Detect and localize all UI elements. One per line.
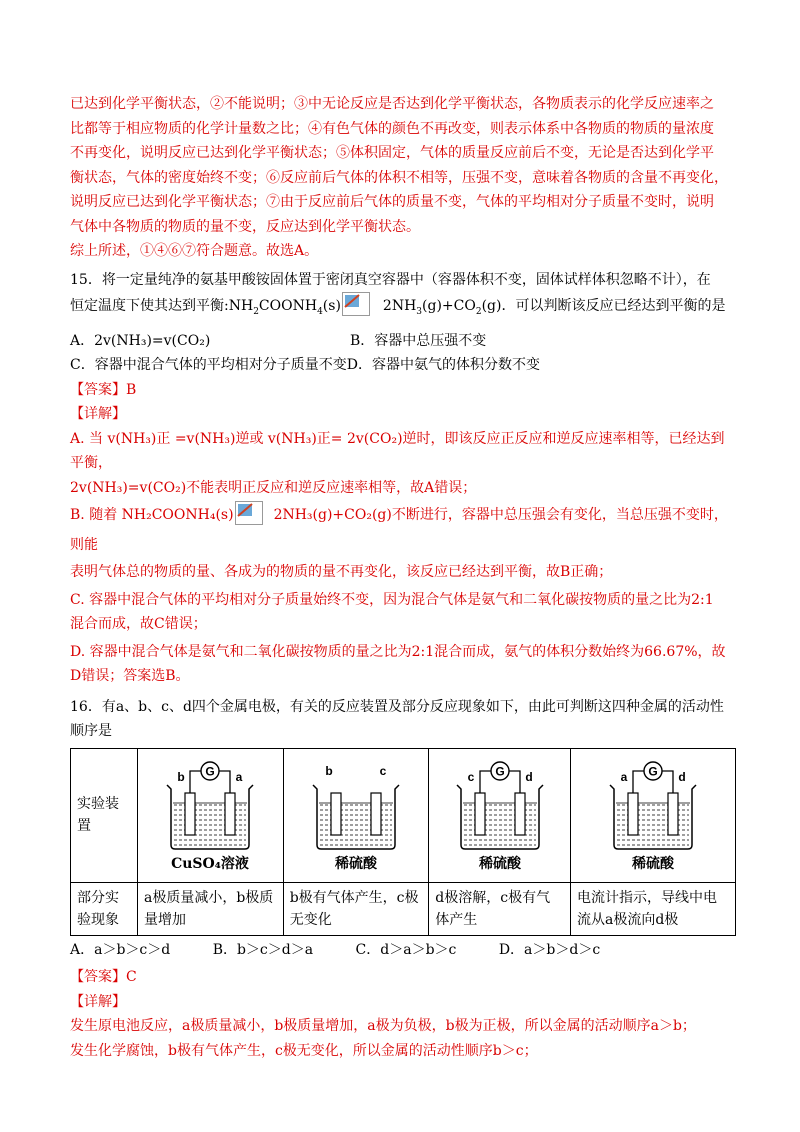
q15-explanation	[70, 427, 734, 689]
beaker-outline	[167, 785, 253, 849]
beaker-outline	[313, 785, 399, 849]
apparatus-row	[71, 748, 736, 882]
phenomenon-cell: d极溶解，c极有气体产生	[429, 882, 571, 935]
electrode-label: d	[524, 769, 533, 784]
beaker-outline	[457, 785, 543, 849]
explanation-line: D错误；答案选B。	[70, 668, 190, 685]
beaker-diagram	[145, 749, 275, 875]
solution-label: 稀硫酸	[478, 855, 521, 872]
galvanometer-label: G	[494, 764, 505, 779]
option-a: A．2v(NH₃)=v(CO₂)	[70, 332, 211, 349]
apparatus-cell	[283, 748, 429, 882]
explanation-line: B. 随着 NH₂COONH₄(s) 2NH₃(g)+CO₂(g)不断进行，容器中总压强会有变化，当总压强不变时，则能	[70, 500, 734, 560]
apparatus-cell	[570, 748, 735, 882]
explanation-line: 发生化学腐蚀，b极有气体产生，c极无变化，所以金属的活动性顺序b＞c；	[70, 1042, 538, 1059]
option-d: D．a＞b＞d＞c	[498, 941, 601, 958]
q15-options-row1	[70, 329, 734, 354]
solution-label: 稀硫酸	[631, 855, 674, 872]
equilibrium-arrow-icon	[342, 292, 370, 316]
q16-options	[70, 938, 734, 963]
q15-detail-heading: 【详解】	[70, 406, 126, 423]
beaker-outline	[610, 785, 696, 849]
electrode	[628, 793, 638, 835]
row-label: 实验装置	[71, 748, 138, 882]
galvanometer-icon	[644, 762, 662, 780]
conclusion-line: 综上所述，①④⑥⑦符合题意。故选A。	[70, 243, 319, 259]
q15-answer: 【答案】B	[70, 381, 137, 398]
galvanometer-label: G	[205, 764, 216, 779]
experiment-table	[70, 748, 736, 936]
electrode-label: d	[678, 769, 686, 784]
previous-explanation	[70, 92, 734, 264]
explanation-line: 表明气体总的物质的量、各成为的物质的量不再变化，该反应已经达到平衡，故B正确；	[70, 564, 613, 581]
solution-label: 稀硫酸	[334, 855, 377, 872]
explanation-line: 发生原电池反应，a极质量减小，b极质量增加，a极为负极，b极为正极，所以金属的活动顺序a＞b；	[70, 1018, 696, 1035]
electrode	[371, 793, 381, 835]
electrode-label: a	[620, 769, 628, 784]
electrode	[185, 793, 195, 835]
q16-answer: 【答案】C	[70, 969, 137, 986]
beaker-diagram	[588, 749, 718, 875]
text-line: 比都等于相应物质的化学计量数之比；④有色气体的颜色不再改变，则表示体系中各物质的物质的量浓度	[70, 120, 714, 137]
explanation-line: 混合而成，故C错误；	[70, 616, 207, 633]
q15-stem-line2: 恒定温度下使其达到平衡$:NH_2COONH_4(s)$ $2NH_3(g)+CO_2(g)$．可以判断该反应已经达到平衡的是	[70, 292, 734, 326]
text-line: 已达到化学平衡状态，②不能说明；③中无论反应是否达到化学平衡状态，各物质表示的化学反应速率之	[70, 96, 714, 112]
option-d: D．容器中氨气的体积分数不变	[346, 357, 540, 374]
question-16	[70, 695, 734, 1064]
q16-stem-line1: 16．有a、b、c、d四个金属电极，有关的反应装置及部分反应现象如下，由此可判断这四种金属的活动性	[70, 698, 724, 715]
question-15	[70, 268, 734, 689]
electrode	[475, 793, 485, 835]
explanation-line: 2v(NH₃)=v(CO₂)不能表明正反应和逆反应速率相等，故A错误；	[70, 479, 477, 496]
row-label: 部分实验现象	[71, 882, 138, 935]
phenomenon-cell: b极有气体产生，c极无变化	[283, 882, 429, 935]
q16-stem-line2: 顺序是	[70, 723, 112, 740]
electrode	[668, 793, 678, 835]
electrode-label: b	[325, 763, 333, 778]
text-line: 说明反应已达到化学平衡状态；⑦由于反应前后气体的质量不变，气体的平均相对分子质量不变时，说明	[70, 194, 714, 210]
option-a: A．a＞b＞c＞d	[70, 941, 171, 958]
q15-stem-line1: 15．将一定量纯净的氨基甲酸铵固体置于密闭真空容器中（容器体积不变，固体试样体积忽略不计），在	[70, 271, 711, 288]
electrode-label: c	[467, 769, 474, 784]
phenomenon-cell: 电流计指示，导线中电流从a极流向d极	[570, 882, 735, 935]
option-c: C．d＞a＞b＞c	[355, 941, 457, 958]
galvanometer-icon	[491, 762, 509, 780]
galvanometer-label: G	[648, 764, 658, 779]
option-b: B．b＞c＞d＞a	[212, 941, 314, 958]
galvanometer-icon	[201, 762, 219, 780]
text-line: 气体中各物质的物质的量不变，反应达到化学平衡状态。	[70, 218, 420, 235]
text-line: 不再变化，说明反应已达到化学平衡状态；⑤体积固定，气体的质量反应前后不变，无论是否达到化学平	[70, 145, 714, 161]
explanation-line: A. 当 v(NH₃)正 =v(NH₃)逆或 v(NH₃)正= 2v(CO₂)逆时，即该反应正反应和逆反应速率相等，已经达到平衡，	[70, 430, 725, 472]
option-b: B．容器中总压强不变	[350, 332, 487, 349]
phenomenon-cell: a极质量减小，b极质量增加	[138, 882, 284, 935]
q15-options-row2	[70, 353, 734, 378]
phenomena-row	[71, 882, 736, 935]
document-body	[70, 92, 734, 1063]
q16-detail-heading: 【详解】	[70, 993, 126, 1010]
explanation-line: C. 容器中混合气体的平均相对分子质量始终不变，因为混合气体是氨气和二氧化碳按物质的量之比为2:1	[70, 591, 714, 608]
electrode-label: c	[379, 763, 387, 778]
beaker-diagram	[435, 749, 565, 875]
electrode	[515, 793, 525, 835]
equilibrium-arrow-icon	[235, 501, 263, 525]
text-line: 衡状态，气体的密度始终不变；⑥反应前后气体的体积不相等，压强不变，意味着各物质的含量不再变化，	[70, 169, 728, 186]
apparatus-cell	[138, 748, 284, 882]
solution-label: CuSO₄溶液	[171, 855, 250, 872]
electrode	[225, 793, 235, 835]
electrode-label: b	[177, 769, 186, 784]
beaker-diagram	[291, 749, 421, 875]
explanation-line: D. 容器中混合气体是氨气和二氧化碳按物质的量之比为2:1混合而成，氨气的体积分数始终为66.67%，故	[70, 643, 726, 660]
electrode-label: a	[236, 769, 243, 784]
option-c: C．容器中混合气体的平均相对分子质量不变	[70, 357, 347, 374]
apparatus-cell	[429, 748, 571, 882]
electrode	[331, 793, 341, 835]
